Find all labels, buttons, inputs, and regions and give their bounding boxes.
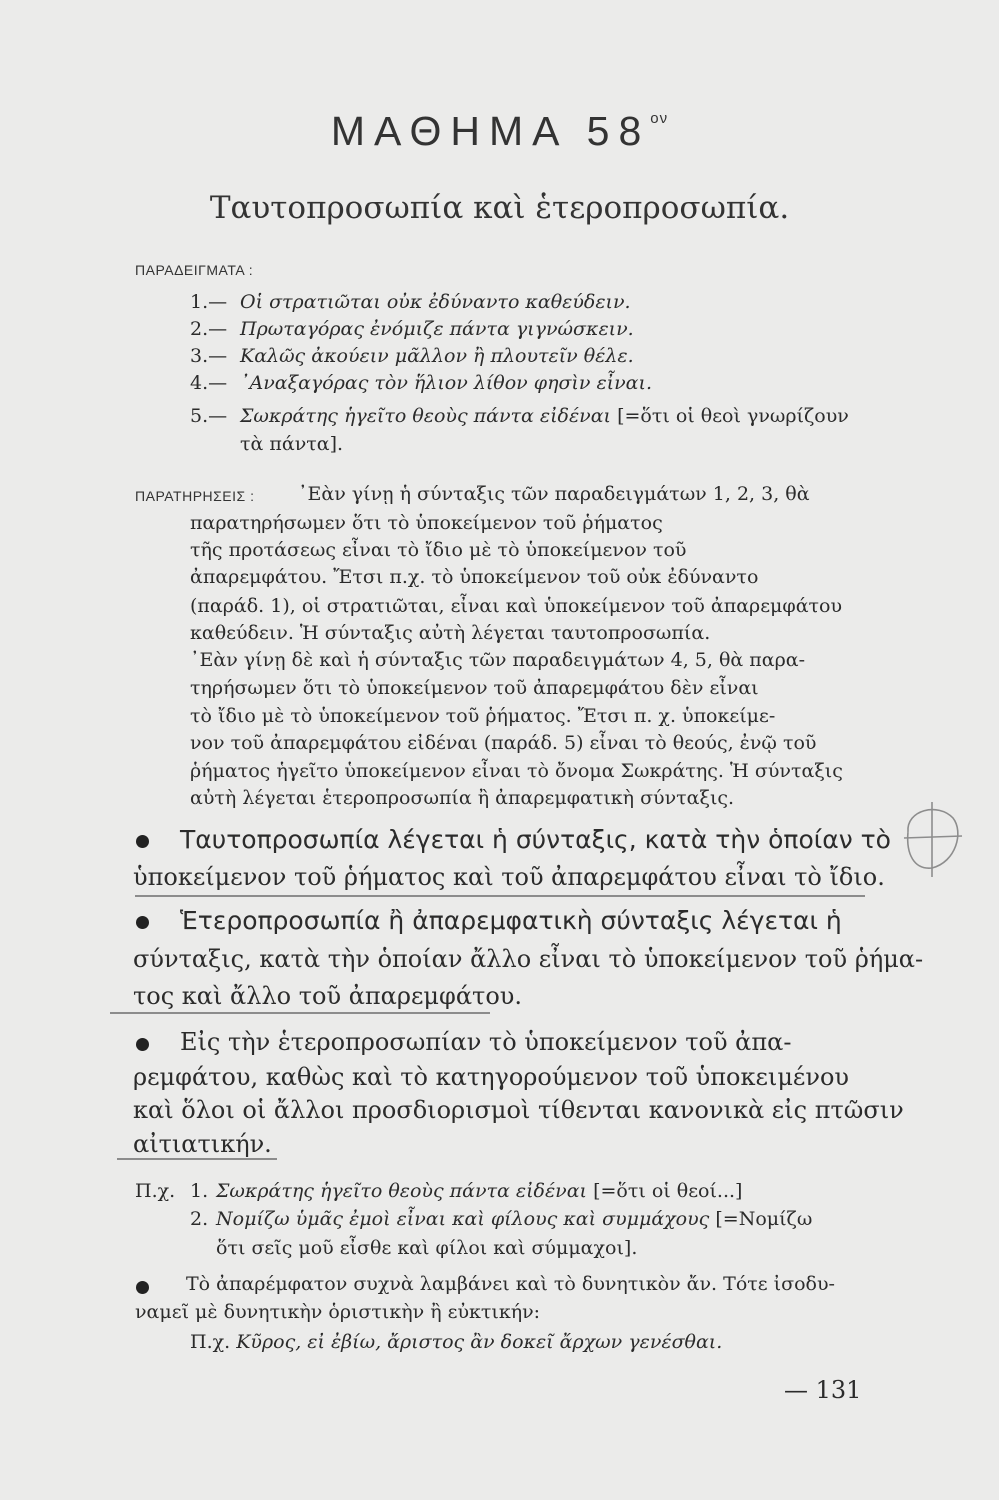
examples-label: ΠΑΡΑΔΕΙΓΜΑΤΑ :	[135, 262, 254, 278]
example-5: 5.— Σωκράτης ἡγεῖτο θεοὺς πάντα εἰδέναι [=ὅτι οἱ θεοὶ γνωρίζουν	[190, 405, 849, 427]
observation-line: τηρήσωμεν ὅτι τὸ ὑποκείμενον τοῦ ἀπαρεμφάτου δὲν εἶναι	[190, 677, 759, 699]
rule-line: αἰτιατικήν.	[133, 1130, 272, 1158]
bullet-icon	[136, 1038, 149, 1051]
observations-label: ΠΑΡΑΤΗΡΗΣΕΙΣ :	[135, 488, 255, 504]
final-note-line: Τὸ ἀπαρέμφατον συχνὰ λαμβάνει καὶ τὸ δυνητικὸν ἄν. Τότε ἰσοδυ-	[186, 1273, 835, 1295]
page-number: — 131	[784, 1376, 862, 1404]
bullet-icon	[136, 916, 149, 929]
example-4: 4.— ᾿Αναξαγόρας τὸν ἥλιον λίθον φησὶν εἶναι.	[190, 372, 652, 394]
px-example-1: 1. Σωκράτης ἡγεῖτο θεοὺς πάντα εἰδέναι [=ὅτι οἱ θεοί...]	[190, 1180, 743, 1202]
observation-line: καθεύδειν. Ἡ σύνταξις αὐτὴ λέγεται ταυτοπροσωπία.	[190, 622, 711, 644]
observation-line: αὐτὴ λέγεται ἑτεροπροσωπία ἢ ἀπαρεμφατικὴ σύνταξις.	[190, 787, 735, 809]
px-example-2-continuation: ὅτι σεῖς μοῦ εἶσθε καὶ φίλοι καὶ σύμμαχοι].	[216, 1237, 638, 1259]
px-label: Π.χ.	[135, 1180, 176, 1202]
observation-line: τῆς προτάσεως εἶναι τὸ ἴδιο μὲ τὸ ὑποκείμενον τοῦ	[190, 539, 687, 561]
example-3: 3.— Καλῶς ἀκούειν μᾶλλον ἢ πλουτεῖν θέλε.	[190, 345, 634, 367]
observation-line: ῥήματος ἡγεῖτο ὑποκείμενον εἶναι τὸ ὄνομα Σωκράτης. Ἡ σύνταξις	[190, 760, 843, 782]
pencil-margin-mark-icon	[898, 792, 968, 882]
observation-line: (παράδ. 1), οἱ στρατιῶται, εἶναι καὶ ὑποκείμενον τοῦ ἀπαρεμφάτου	[190, 595, 843, 617]
lesson-title: ΜΑΘΗΜΑ $58^{o\nu}$	[330, 108, 669, 154]
pencil-underline	[135, 895, 865, 897]
bullet-icon	[136, 1281, 149, 1294]
observation-line: τὸ ἴδιο μὲ τὸ ὑποκείμενον τοῦ ῥήματος. Ἔτσι π. χ. ὑποκείμε-	[190, 705, 776, 727]
rule-line: Ἑτεροπροσωπία ἢ ἀπαρεμφατικὴ σύνταξις λέγεται ἡ	[180, 906, 842, 935]
observation-line: νον τοῦ ἀπαρεμφάτου εἰδέναι (παράδ. 5) εἶναι τὸ θεούς, ἐνῷ τοῦ	[190, 732, 817, 754]
px-example-2: 2. Νομίζω ὑμᾶς ἐμοὶ εἶναι καὶ φίλους καὶ συμμάχους [=Νομίζω	[190, 1208, 813, 1230]
pencil-underline	[117, 1158, 277, 1160]
final-note-line: ναμεῖ μὲ δυνητικὴν ὁριστικὴν ἢ εὐκτικήν:	[135, 1301, 541, 1323]
observation-line: ᾿Εὰν γίνῃ ἡ σύνταξις τῶν παραδειγμάτων 1, 2, 3, θὰ	[298, 483, 810, 505]
pencil-underline	[110, 1012, 490, 1014]
lesson-subtitle: Ταυτοπροσωπία καὶ ἑτεροπροσωπία.	[209, 190, 790, 226]
bullet-icon	[136, 835, 149, 848]
rule-line: τος καὶ ἄλλο τοῦ ἀπαρεμφάτου.	[133, 982, 522, 1010]
rule-line: σύνταξις, κατὰ τὴν ὁποίαν ἄλλο εἶναι τὸ ὑποκείμενον τοῦ ῥήμα-	[133, 945, 924, 973]
example-2: 2.— Πρωταγόρας ἐνόμιζε πάντα γιγνώσκειν.	[190, 318, 634, 340]
rule-line: Εἰς τὴν ἑτεροπροσωπίαν τὸ ὑποκείμενον τοῦ ἀπα-	[180, 1028, 792, 1056]
observation-line: ἀπαρεμφάτου. Ἔτσι π.χ. τὸ ὑποκείμενον τοῦ οὐκ ἐδύναντο	[190, 566, 759, 588]
final-note-example: Π.χ. Κῦρος, εἰ ἐβίω, ἄριστος ἂν δοκεῖ ἄρχων γενέσθαι.	[190, 1331, 723, 1353]
rule-line: Ταυτοπροσωπία λέγεται ἡ σύνταξις, κατὰ τὴν ὁποίαν τὸ	[180, 825, 891, 854]
rule-line: καὶ ὅλοι οἱ ἄλλοι προσδιορισμοὶ τίθενται κανονικὰ εἰς πτῶσιν	[133, 1096, 904, 1124]
rule-line: ρεμφάτου, καθὼς καὶ τὸ κατηγορούμενον τοῦ ὑποκειμένου	[133, 1063, 849, 1091]
example-1: 1.— Οἱ στρατιῶται οὐκ ἐδύναντο καθεύδειν.	[190, 291, 631, 313]
observation-line: παρατηρήσωμεν ὅτι τὸ ὑποκείμενον τοῦ ῥήματος	[190, 512, 663, 534]
example-5-continuation: τὰ πάντα].	[240, 433, 344, 455]
rule-line: ὑποκείμενον τοῦ ῥήματος καὶ τοῦ ἀπαρεμφάτου εἶναι τὸ ἴδιο.	[133, 863, 885, 891]
observation-line: ᾿Εὰν γίνῃ δὲ καὶ ἡ σύνταξις τῶν παραδειγμάτων 4, 5, θὰ παρα-	[190, 649, 806, 671]
